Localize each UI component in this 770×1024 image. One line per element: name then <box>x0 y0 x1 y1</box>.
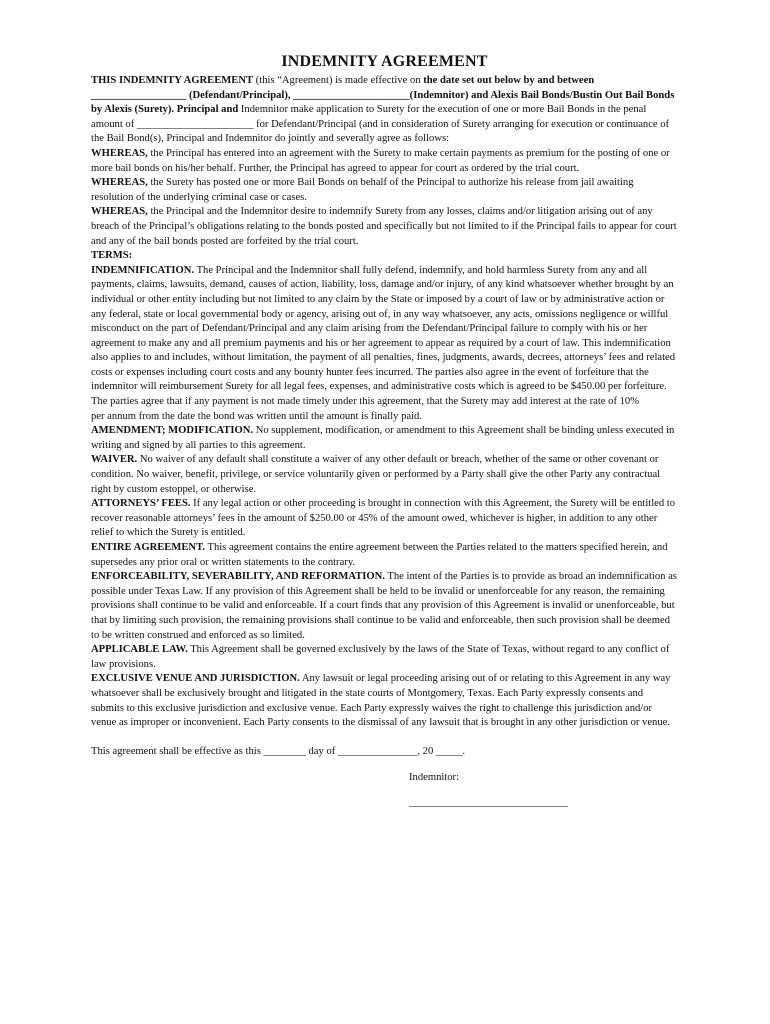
section-text: If any legal action or other proceeding is brought in connection with this Agreement, the Surety will be entitled to recover reasonable attorneys’ fees in the amount of $250.00 or 45% of the amount owed, whichever is higher, in addition to any other relief to which the Surety is entitled. <box>91 498 676 539</box>
effective-date-line: This agreement shall be effective as this ________ day of _______________, 20 _____. <box>91 745 466 757</box>
terms-heading: TERMS: <box>91 250 133 262</box>
section-text: No waiver of any default shall constitute a waiver of any other default or breach, whether of the same or other covenant or condition. No waiver, benefit, privilege, or service voluntarily given or performed by a Party shall give the other Party any contractual right by custom estoppel, or otherwise. <box>91 454 661 495</box>
section-label: ENTIRE AGREEMENT. <box>91 542 206 553</box>
section-label: APPLICABLE LAW. <box>91 644 188 656</box>
indemnification-section <box>91 264 678 410</box>
intro-text-1: (this “Agreement) is made effective on <box>253 75 424 86</box>
intro-text-2: Indemnitor make application to Surety for the execution of one or more Bail Bonds in the penal amount of ______________________ for Defendant/Principal (and in consideration of Surety arranging for execution or continuance of the Bail Bond(s), Principal and Indemnitor do jointly and severally agree as follows: <box>91 104 670 145</box>
whereas-text: the Principal and the Indemnitor desire to indemnify Surety from any losses, claims and/or litigation arising out of any breach of the Principal’s obligations relating to the bonds posted and specifically but not limited to if the Principal fails to appear for court and any of the bail bonds posted are forfeited by the trial court. <box>91 206 677 247</box>
section-label: ENFORCEABILITY, SEVERABILITY, AND REFORMATION. <box>91 571 385 583</box>
enforceability-section <box>91 570 678 643</box>
whereas-label: WHEREAS, <box>91 177 148 189</box>
section-label: INDEMNIFICATION. <box>91 264 195 276</box>
whereas-text: the Principal has entered into an agreement with the Surety to make certain payments as premium for the posting of one or more bail bonds on his/her behalf. Further, the Principal has agreed to appear for court as ordered by the trial court. <box>91 147 670 174</box>
waiver-section <box>91 453 678 497</box>
entire-agreement-section <box>91 541 678 570</box>
section-label: AMENDMENT; MODIFICATION. <box>91 425 254 437</box>
indemnification-continuation: per annum from the date the bond was written until the amount is finally paid. <box>91 410 422 422</box>
document-title: INDEMNITY AGREEMENT <box>281 53 488 70</box>
whereas-paragraph-3 <box>91 205 678 249</box>
section-text: This agreement contains the entire agreement between the Parties related to the matters specified herein, and supersedes any prior oral or written statements to the contrary. <box>91 542 668 568</box>
whereas-label: WHEREAS, <box>91 206 148 218</box>
section-text: The Principal and the Indemnitor shall fully defend, indemnify, and hold harmless Surety from any and all payments, claims, lawsuits, demand, causes of action, liability, loss, damage and/or injury, of any kind whatsoever whether brought by an individual or other entity including but not limited to any claim by the State or imposed by a court of law or by administrative action or any federal, state or local governmental body or agency, arising out of, in any way whatsoever, any acts, omissions negligence or willful misconduct on the part of Defendant/Principal and any claim arising from the Defendant/Principal failure to comply with his or her agreement to make any and all premium payments and his or her agreement to appear as required by a court of law. This indemnification also applies to and includes, without limitation, the payment of all penalties, fines, judgments, awards, decrees, attorneys’ fees and related costs or expenses including court costs and any bounty hunter fees incurred. The parties also agree in the event of forfeiture that the indemnitor will reimbursement Surety for all legal fees, expenses, and administrative costs which is agreed to be $450.00 per forfeiture. The parties agree that if any payment is not made timely under this agreement, that the Surety may add interest at the rate of 10% <box>91 264 676 408</box>
indemnitor-label: Indemnitor: <box>409 772 460 784</box>
venue-section <box>91 672 678 730</box>
spacer <box>91 731 678 745</box>
whereas-text: the Surety has posted one or more Bail Bonds on behalf of the Principal to authorize his release from jail awaiting resolution of the underlying criminal case or cases. <box>91 177 634 203</box>
signature-block <box>409 771 678 810</box>
intro-paragraph <box>91 74 678 147</box>
section-text: No supplement, modification, or amendment to this Agreement shall be binding unless executed in writing and signed by all parties to this agreement. <box>91 425 675 451</box>
whereas-label: WHEREAS, <box>91 147 148 159</box>
whereas-paragraph-2 <box>91 176 678 205</box>
section-text: The intent of the Parties is to provide as broad an indemnification as possible under Texas Law. If any provision of this Agreement shall be held to be invalid or unenforceable for any reason, the remaining provisions shall continue to be valid and enforceable. If a court finds that any provision of this Agreement is invalid or unenforceable, but that by limiting such provision, the remaining provisions shall continue to be valid and enforceable, then such provision shall be deemed to be written construed and enforced as so limited. <box>91 571 677 641</box>
intro-bold-1: THIS INDEMNITY AGREEMENT <box>91 75 254 86</box>
section-label: EXCLUSIVE VENUE AND JURISDICTION. <box>91 673 300 685</box>
amendment-section <box>91 424 678 453</box>
attorneys-fees-section <box>91 497 678 541</box>
section-text: This Agreement shall be governed exclusively by the laws of the State of Texas, without regard to any conflict of law provisions. <box>91 644 670 670</box>
section-label: WAIVER. <box>91 454 138 466</box>
applicable-law-section <box>91 643 678 672</box>
signature-line: _________________________________ <box>409 796 568 808</box>
section-label: ATTORNEYS’ FEES. <box>91 498 191 510</box>
section-text: Any lawsuit or legal proceeding arising out of or relating to this Agreement in any way whatsoever shall be exclusively brought and litigated in the state courts of Montgomery, Texas. Each Party expressly consents and submits to this exclusive jurisdiction and exclusive venue. Each Party expressly waives the right to challenge this jurisdiction and/or venue as improper or inconvenient. Each Party consents to the dismissal of any lawsuit that is brought in any other jurisdiction or venue. <box>91 673 671 729</box>
whereas-paragraph-1 <box>91 147 678 176</box>
intro-bold-2: the date set out below by and between __________________ (Defendant/Principal), ______________________(Indemnitor) and Alexis Bail Bonds/Bustin Out Bail Bonds by Alexis (Surety). Principal and <box>91 75 675 116</box>
